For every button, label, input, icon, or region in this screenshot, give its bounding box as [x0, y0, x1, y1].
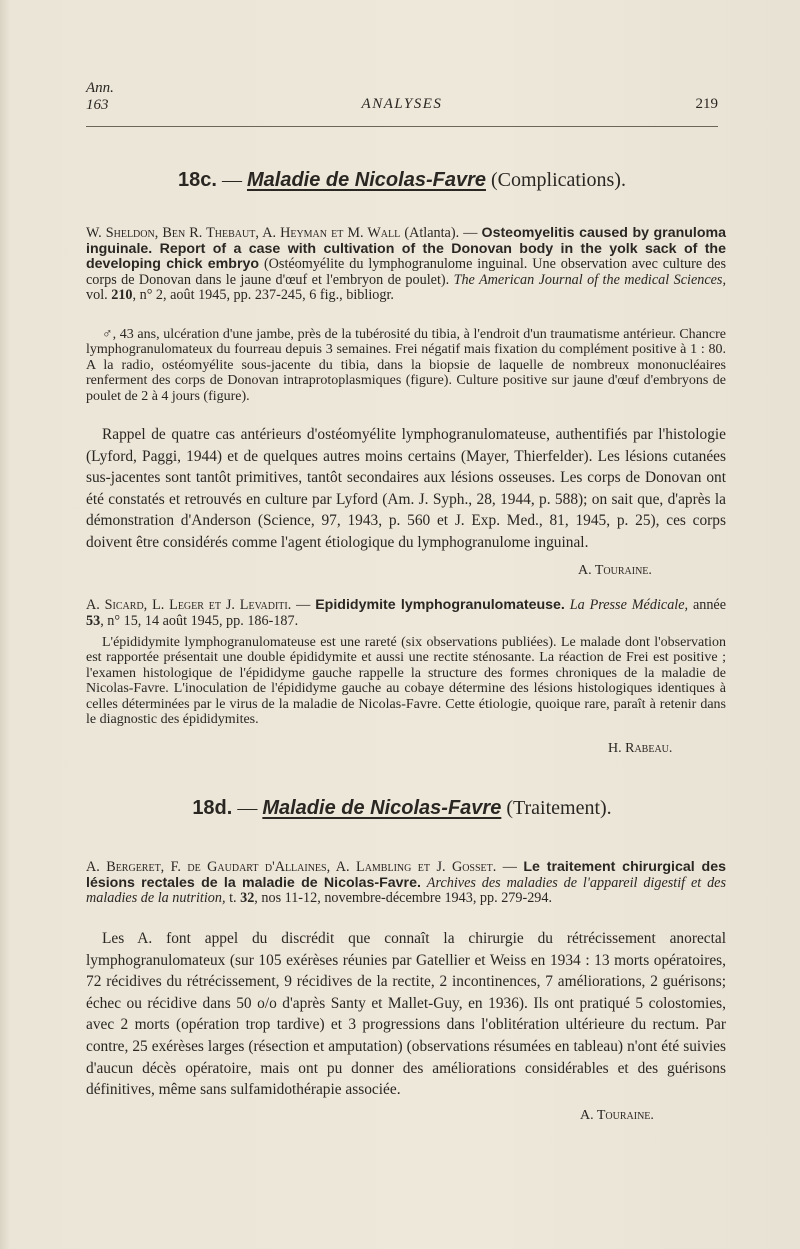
commentary-sheldon: Rappel de quatre cas antérieurs d'ostéomyélite lymphogranulomateuse, authentifiés par l'histologie (Lyford, Paggi, 1944) et de quelques autres moins certains (Mayer, Thierfelder). Les lésions cutanées sus-jacentes sont tantôt primitives, tantôt secondaires aux lésions osseuses. Les corps de Donovan ont été constatés et retrouvés en culture par Lyford (Am. J. Syph., 28, 1944, p. 588); on sait que, d'après la démonstration d'Anderson (Science, 97, 1943, p. 560 et J. Exp. Med., 81, 1945, p. 25), ces corps doivent être considérés comme l'agent étiologique du lymphogranulome inguinal.	[86, 426, 726, 551]
signature-touraine-1: A. Touraine.	[578, 563, 652, 578]
abstract-bergeret: Les A. font appel du discrédit que connaît la chirurgie du rétrécissement anorectal lymphogranulomateux (sur 105 exérèses réunies par Gatellier et Weiss en 1934 : 13 morts opératoires, 72 récidives du rétrécissement, 9 récidives de la rectite, 2 incontinences, 7 améliorations, 2 guérisons; échec ou récidive dans 50 o/o d'après Santy et Mallet-Guy, en 1936). Ils ont pratiqué 5 colostomies, avec 2 morts (opération trop tardive) et 3 progressions dans l'oblitération ultérieure du rectum. Par contre, 25 exérèses larges (résection et amputation) (observations résumées en tableau) n'ont été suivies d'aucun décès opératoire, mais ont pu donner des améliorations considérables et des guérisons définitives, même sans sulfamidothérapie associée.	[86, 930, 726, 1099]
page-number: 219	[695, 96, 718, 112]
reference-bergeret: A. Bergeret, F. de Gaudart d'Allaines, A. Lambling et J. Gosset. — Le traitement chirurgical des lésions rectales de la maladie de Nicolas-Favre. Archives des maladies de l'appareil digestif et des maladies de la nutrition, t. 32, nos 11-12, novembre-décembre 1943, pp. 279-294.	[86, 859, 727, 907]
abstract-sicard: L'épididymite lymphogranulomateuse est une rareté (six observations publiées). Le malade dont l'observation est rapportée présentait une double épididymite et aussi une rectite sténosante. La réaction de Frei est positive ; l'examen histologique de l'épididyme gauche rappelle la structure des formes chroniques de la maladie de Nicolas-Favre. L'inoculation de l'épididyme gauche au cobaye détermine des lésions histologiques identiques à celles déterminées par le virus de la maladie de Nicolas-Favre. Cette étiologie, quoique rare, paraît à retenir dans le diagnostic des épididymites.	[86, 635, 726, 728]
reference-sicard: A. Sicard, L. Leger et J. Levaditi. — Epididymite lymphogranulomateuse. La Presse Médicale, année 53, n° 15, 14 août 1945, pp. 186-187.	[86, 597, 727, 629]
journal-abbreviation: Ann. 163	[86, 80, 114, 113]
abstract-case-sheldon: ♂, 43 ans, ulcération d'une jambe, près de la tubérosité du tibia, à l'endroit d'un traumatisme antérieur. Chancre lymphogranulomateux du fourreau depuis 3 semaines. Frei négatif mais fixation du complément positive à 1 : 80. A la radio, ostéomyélite sous-jacente du tibia, dans la biopsie de laquelle de nombreux mononucléaires renferment des corps de Donovan intraprotoplasmiques (figure). Culture positive sur jaune d'œuf d'embryons de poulet de 2 à 4 jours (figure).	[86, 327, 726, 404]
section-title-18d: 18d. — Maladie de Nicolas-Favre (Traitement).	[192, 797, 612, 819]
signature-touraine-2: A. Touraine.	[580, 1108, 654, 1123]
header-rule	[86, 126, 718, 127]
running-title: ANALYSES	[361, 96, 443, 112]
signature-rabeau: H. Rabeau.	[608, 741, 673, 756]
section-title-18c: 18c. — Maladie de Nicolas-Favre (Complications).	[178, 169, 626, 191]
reference-sheldon: W. Sheldon, Ben R. Thebaut, A. Heyman et M. Wall (Atlanta). — Osteomyelitis caused by granuloma inguinale. Report of a case with cultivation of the Donovan body in the yolk sack of the developing chick embryo (Ostéomyélite du lymphogranulome inguinal. Une observation avec culture des corps de Donovan dans le jaune d'œuf et l'embryon de poulet). The American Journal of the medical Sciences, vol. 210, n° 2, août 1945, pp. 237-245, 6 fig., bibliogr.	[86, 225, 727, 304]
